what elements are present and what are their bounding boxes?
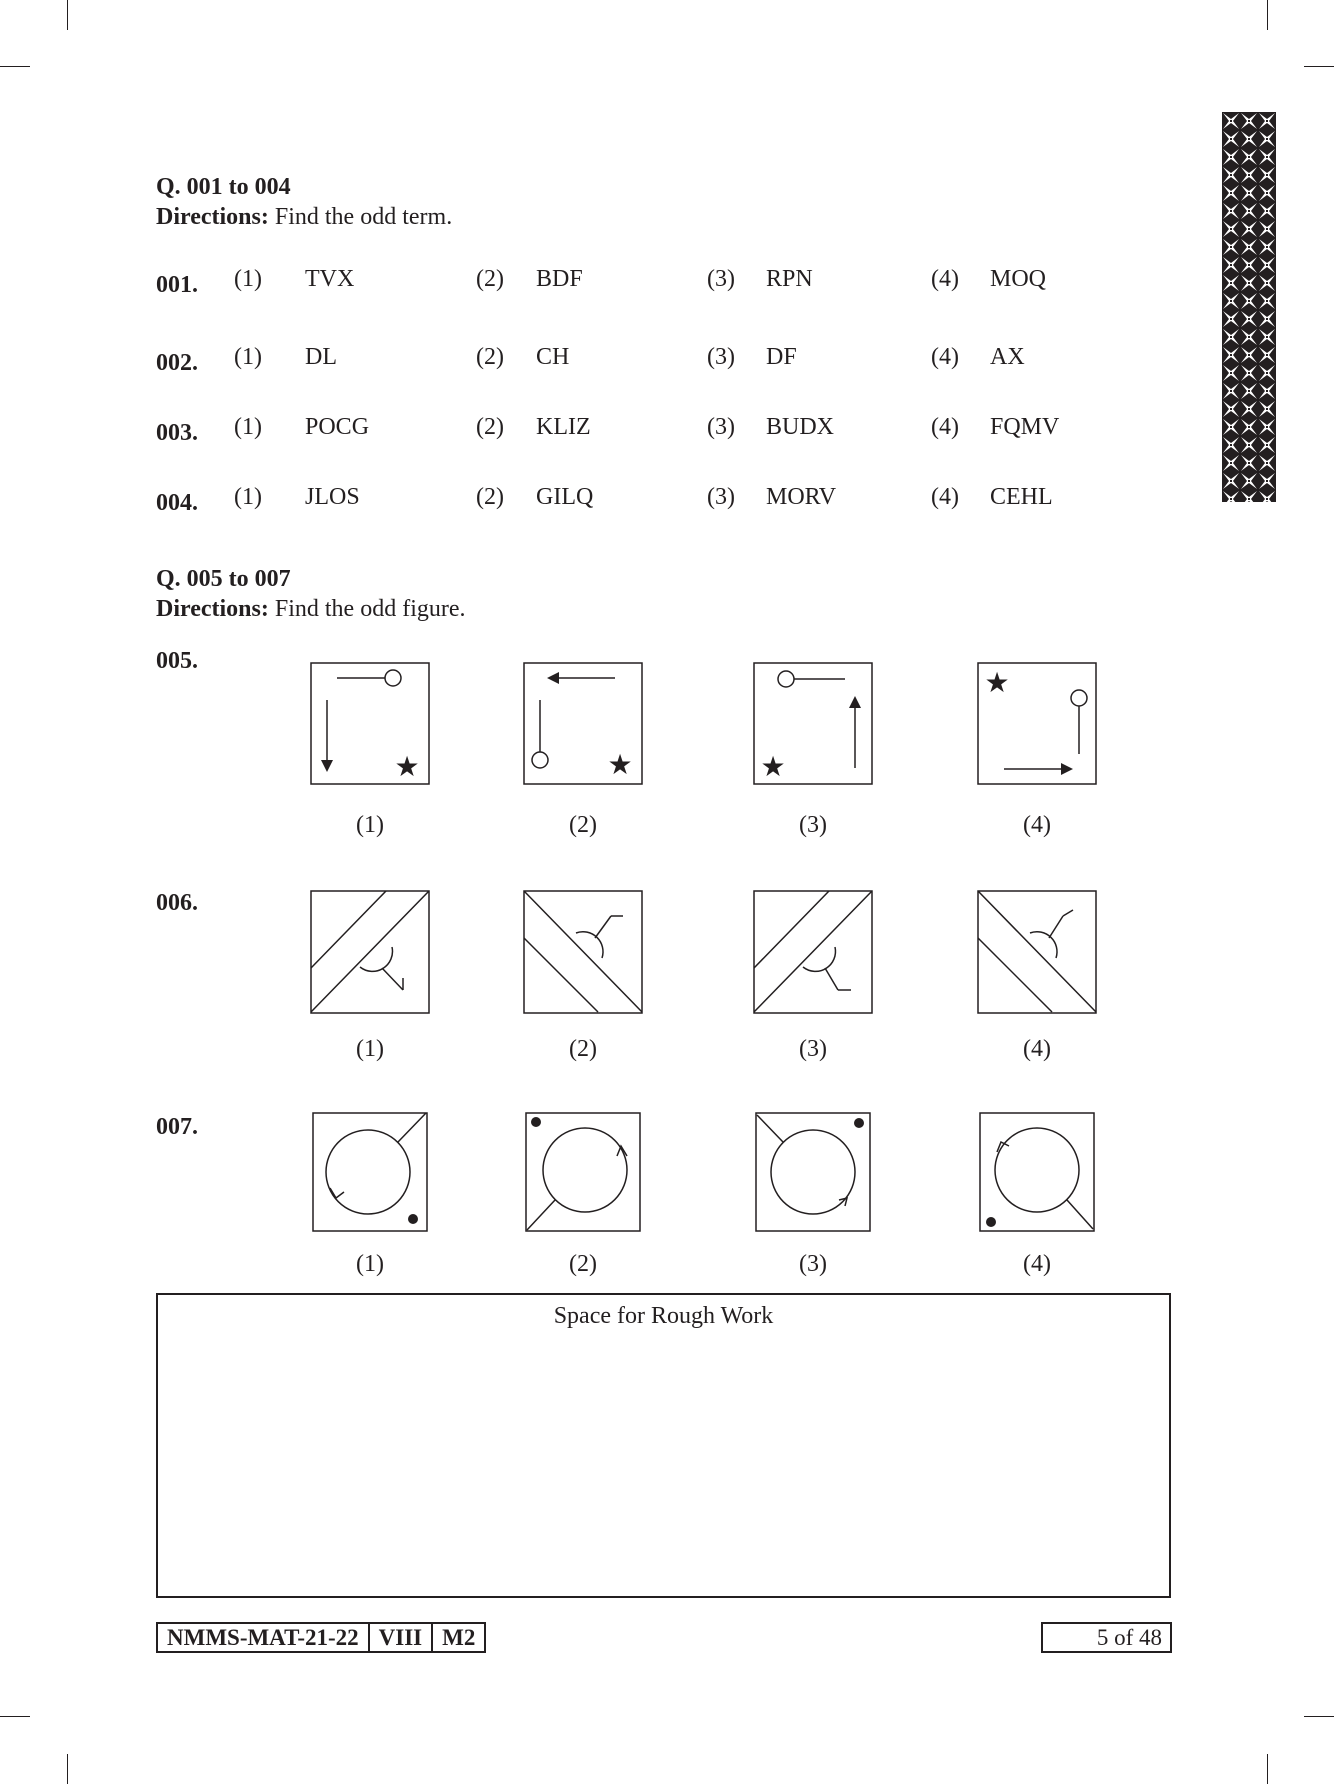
option-text: TVX — [305, 266, 355, 292]
figure-caption: (3) — [799, 1251, 827, 1277]
option-number: (3) — [707, 484, 735, 510]
footer-medium: M2 — [431, 1624, 484, 1651]
question-row — [156, 344, 1076, 374]
figure-caption: (3) — [799, 1036, 827, 1062]
question-row — [156, 484, 1076, 514]
figure-caption: (3) — [799, 812, 827, 838]
figure-caption: (1) — [356, 812, 384, 838]
section-directions — [156, 204, 452, 231]
figure-caption: (1) — [356, 1036, 384, 1062]
figure-caption: (1) — [356, 1251, 384, 1277]
figure-option-2 — [523, 662, 643, 785]
crop-mark — [67, 1754, 68, 1784]
figure-option-4 — [977, 662, 1097, 785]
section-title: Q. 001 to 004 — [156, 174, 291, 200]
directions-label: Directions: — [156, 596, 269, 622]
option-number: (3) — [707, 414, 735, 440]
option-text: GILQ — [536, 484, 594, 510]
figure-option-4 — [979, 1112, 1095, 1232]
question-number: 001. — [156, 272, 198, 298]
option-number: (3) — [707, 266, 735, 292]
option-number: (2) — [476, 266, 504, 292]
section-title: Q. 005 to 007 — [156, 566, 291, 592]
question-number: 004. — [156, 490, 198, 516]
figure-caption: (4) — [1023, 812, 1051, 838]
question-number: 002. — [156, 350, 198, 376]
rough-work-box — [156, 1293, 1171, 1598]
figure-caption: (4) — [1023, 1036, 1051, 1062]
option-text: BUDX — [766, 414, 835, 440]
figure-option-1 — [310, 662, 430, 785]
question-number: 006. — [156, 890, 198, 916]
question-number: 003. — [156, 420, 198, 446]
option-text: JLOS — [305, 484, 360, 510]
option-number: (2) — [476, 414, 504, 440]
figure-option-1 — [312, 1112, 428, 1232]
option-text: DL — [305, 344, 337, 370]
option-number: (4) — [931, 484, 959, 510]
decorative-pattern-strip — [1222, 112, 1276, 502]
figure-option-2 — [523, 890, 643, 1014]
footer-class: VIII — [368, 1624, 431, 1651]
option-text: KLIZ — [536, 414, 591, 440]
svg-text:★: ★ — [394, 750, 420, 783]
figure-caption: (2) — [569, 1251, 597, 1277]
option-text: CEHL — [990, 484, 1053, 510]
option-text: AX — [990, 344, 1025, 370]
crop-mark — [0, 1716, 30, 1717]
crop-mark — [1267, 1754, 1268, 1784]
crop-mark — [1304, 66, 1334, 67]
option-text: FQMV — [990, 414, 1060, 440]
question-number: 005. — [156, 648, 198, 674]
option-number: (1) — [234, 266, 262, 292]
figure-option-3 — [755, 1112, 871, 1232]
footer-code: NMMS-MAT-21-22 — [167, 1624, 359, 1650]
option-number: (2) — [476, 484, 504, 510]
option-number: (3) — [707, 344, 735, 370]
crop-mark — [0, 66, 30, 67]
figure-option-3 — [753, 890, 873, 1014]
svg-text:★: ★ — [984, 666, 1010, 699]
option-text: CH — [536, 344, 570, 370]
crop-mark — [1267, 0, 1268, 30]
directions-text: Find the odd figure. — [268, 596, 466, 622]
figure-caption: (4) — [1023, 1251, 1051, 1277]
page-number: 5 of 48 — [1041, 1622, 1172, 1653]
question-number: 007. — [156, 1114, 198, 1140]
svg-text:★: ★ — [607, 748, 633, 781]
figure-option-1 — [310, 890, 430, 1014]
option-text: DF — [766, 344, 797, 370]
section-directions — [156, 596, 466, 623]
directions-label: Directions: — [156, 204, 269, 230]
figure-option-3 — [753, 662, 873, 785]
option-number: (1) — [234, 484, 262, 510]
question-row — [156, 266, 1076, 296]
option-number: (4) — [931, 344, 959, 370]
option-number: (4) — [931, 414, 959, 440]
crop-mark — [67, 0, 68, 30]
svg-text:★: ★ — [760, 750, 786, 783]
option-text: RPN — [766, 266, 813, 292]
figure-option-4 — [977, 890, 1097, 1014]
option-text: MOQ — [990, 266, 1047, 292]
figure-caption: (2) — [569, 812, 597, 838]
rough-work-title: Space for Rough Work — [553, 1303, 774, 1329]
option-number: (2) — [476, 344, 504, 370]
option-number: (4) — [931, 266, 959, 292]
figure-option-2 — [525, 1112, 641, 1232]
option-number: (1) — [234, 344, 262, 370]
figure-caption: (2) — [569, 1036, 597, 1062]
option-text: POCG — [305, 414, 370, 440]
option-text: MORV — [766, 484, 837, 510]
option-text: BDF — [536, 266, 583, 292]
question-row — [156, 414, 1076, 444]
directions-text: Find the odd term. — [268, 204, 453, 230]
footer-paper-code — [156, 1622, 486, 1653]
crop-mark — [1304, 1716, 1334, 1717]
option-number: (1) — [234, 414, 262, 440]
